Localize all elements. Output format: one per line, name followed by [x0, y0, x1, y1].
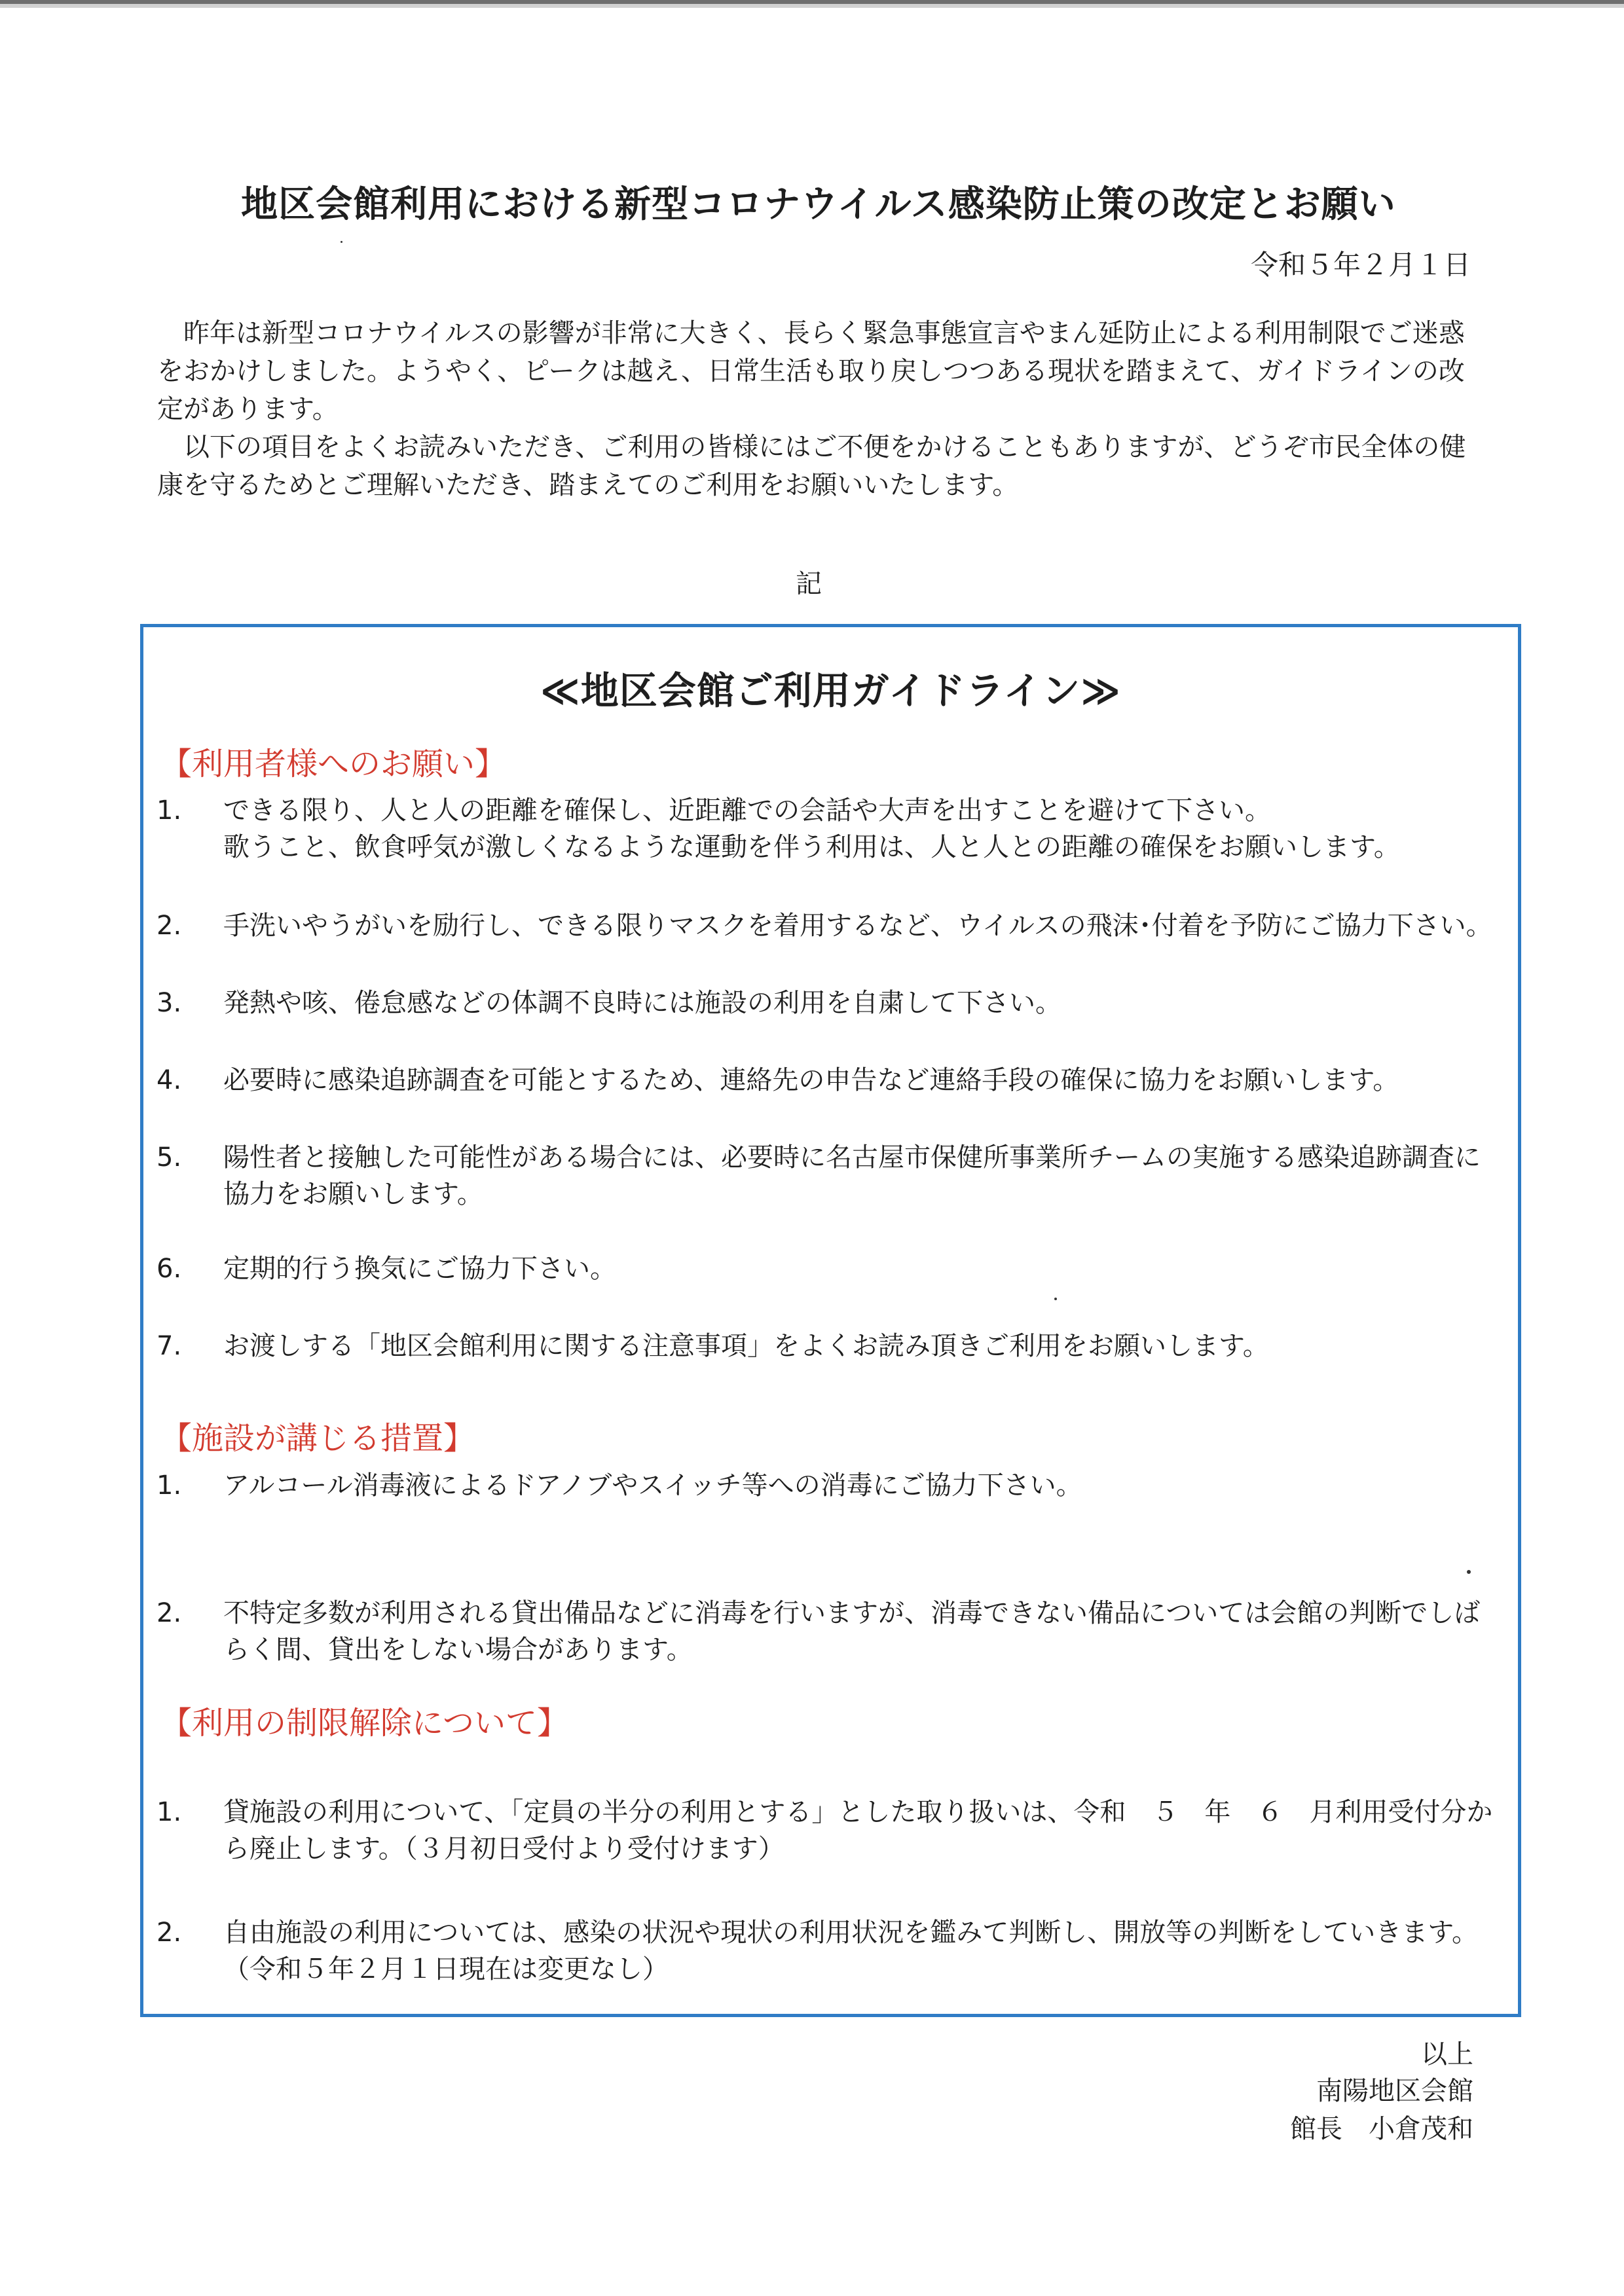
list-item: [157, 1595, 1505, 1668]
item-number: 1.: [157, 795, 182, 826]
section-heading-facility-measures: 【施設が講じる措置】: [160, 1420, 475, 1457]
item-number: 2.: [157, 911, 182, 941]
list-item: [157, 1794, 1505, 1867]
item-text-continued: 歌うこと、飲食呼気が激しくなるような運動を伴う利用は、人と人との距離の確保をお願いします。: [223, 832, 1400, 862]
item-text: お渡しする「地区会館利用に関する注意事項」をよくお読み頂きご利用をお願いします。: [223, 1331, 1269, 1361]
item-text: 自由施設の利用については、感染の状況や現状の利用状況を鑑みて判断し、開放等の判断をしていきます。: [223, 1918, 1478, 1948]
item-text: できる限り、人と人の距離を確保し、近距離での会話や大声を出すことを避けて下さい。: [223, 795, 1271, 826]
document-title: 地区会館利用における新型コロナウイルス感染防止策の改定とお願い: [241, 183, 1396, 226]
item-text: 発熱や咳、倦怠感などの体調不良時には施設の利用を自粛して下さい。: [223, 988, 1061, 1018]
section-heading-user-requests: 【利用者様へのお願い】: [160, 746, 507, 782]
item-number: 1.: [157, 1797, 182, 1827]
closing-organization: 南陽地区会館: [1316, 2076, 1473, 2106]
document-date: 令和５年２月１日: [1250, 249, 1471, 281]
scan-top-edge-shadow: [0, 4, 1624, 8]
list-item: [157, 792, 1505, 866]
scan-speck: [1054, 1298, 1057, 1300]
intro-paragraph-1: 昨年は新型コロナウイルスの影響が非常に大きく、長らく緊急事態宣言やまん延防止による利用制限でご迷惑をおかけしました。ようやく、ピークは越え、日常生活も取り戻しつつある現状を踏まえて、ガイドラインの改定があります。: [157, 318, 1465, 424]
item-text: 不特定多数が利用される貸出備品などに消毒を行いますが、消毒できない備品については会館の判断でしばらく間、貸出をしない場合があります。: [223, 1598, 1481, 1665]
guideline-box: [140, 624, 1521, 2017]
section-heading-restriction-release: 【利用の制限解除について】: [160, 1705, 569, 1741]
item-text: 必要時に感染追跡調査を可能とするため、連絡先の申告など連絡手段の確保に協力をお願いします。: [223, 1065, 1399, 1095]
item-text: 定期的行う換気にご協力下さい。: [223, 1254, 616, 1284]
item-text: 貸施設の利用について、「定員の半分の利用とする」とした取り扱いは、令和 ５ 年 ６ 月利用受付分から廃止します。（３月初日受付より受付けます）: [223, 1797, 1493, 1864]
item-number: 7.: [157, 1331, 182, 1361]
item-text: アルコール消毒液によるドアノブやスイッチ等への消毒にご協力下さい。: [223, 1470, 1082, 1501]
item-number: 5.: [157, 1142, 182, 1173]
item-number: 3.: [157, 988, 182, 1018]
guideline-title: ≪地区会館ご利用ガイドライン≫: [540, 668, 1121, 713]
ki-marker: 記: [796, 569, 822, 599]
list-item: [157, 907, 1505, 944]
item-number: 2.: [157, 1598, 182, 1628]
item-text: 陽性者と接触した可能性がある場合には、必要時に名古屋市保健所事業所チームの実施する感染追跡調査に協力をお願いします。: [223, 1142, 1481, 1209]
list-item: [157, 1467, 1505, 1504]
list-item: [157, 985, 1505, 1021]
list-item: [157, 1250, 1505, 1287]
intro-paragraph-2: 以下の項目をよくお読みいただき、ご利用の皆様にはご不便をかけることもありますが、どうぞ市民全体の健康を守るためとご理解いただき、踏まえてのご利用をお願いいたします。: [157, 432, 1466, 500]
list-item: [157, 1139, 1505, 1212]
scan-speck: [341, 241, 342, 243]
intro-text: [157, 314, 1473, 504]
closing-signatory: 館長 小倉茂和: [1290, 2114, 1473, 2144]
closing-ijou: 以上: [1421, 2039, 1473, 2069]
item-number: 1.: [157, 1470, 182, 1501]
list-item: [157, 1062, 1505, 1099]
item-text: 手洗いやうがいを励行し、できる限りマスクを着用するなど、ウイルスの飛沫･付着を予防にご協力下さい。: [223, 911, 1492, 941]
item-number: 4.: [157, 1065, 182, 1095]
list-item: [157, 1914, 1505, 1988]
list-item: [157, 1328, 1505, 1364]
item-text-continued: （令和５年２月１日現在は変更なし）: [223, 1954, 669, 1984]
item-number: 6.: [157, 1254, 182, 1284]
item-number: 2.: [157, 1918, 182, 1948]
scan-speck: [1467, 1570, 1471, 1574]
